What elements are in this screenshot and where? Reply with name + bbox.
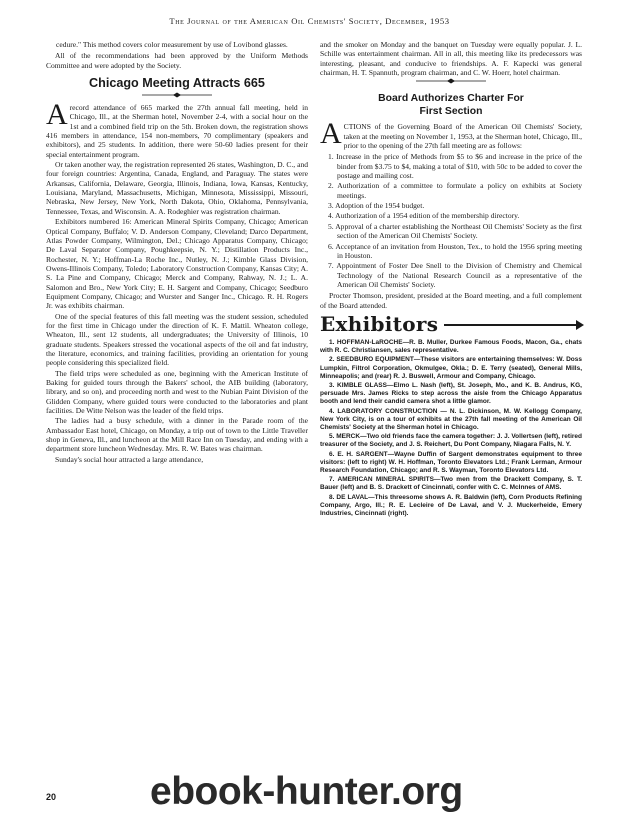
article-paragraph: Or taken another way, the registration represented 26 states, Washington, D. C., and four foreign countries: Argentina, Canada, England, and Paraguay. The states were Arkansas, California, Delaware, Georgia, Illinois, Indiana, Iowa, Kansas, Kentucky, Louisiana, Maryland, Massachusetts, Michigan, Minnesota, Mississippi, Missouri, Nebraska, New Jersey, New York, North Dakota, Ohio, Oklahoma, Pennsylvania, Tennessee, Texas, and Wisconsin. A. A. Rodeghier was registration chairman. [46, 160, 308, 216]
charter-intro: ACTIONS of the Governing Board of the American Oil Chemists' Society, taken at the meeting on November 1, 1953, at the Sherman hotel, Chicago, Ill., prior to the opening of the 27th fall meeting are as follows: [320, 117, 582, 151]
exhibitor-caption: 3. KIMBLE GLASS—Elmo L. Nash (left), St. Joseph, Mo., and K. B. Andrus, KG, persuade Mrs. James Ricks to step across the aisle from the Chicago Apparatus booth and lend their candid camera shot a little glamor. [320, 381, 582, 406]
article-paragraph: One of the special features of this fall meeting was the student session, scheduled for the first time in Chicago under the direction of K. F. Mattil. Wheaton college, Wheaton, Ill., sent 12 students, all undergraduates; the University of Illinois, 10 graduate students. Speakers stressed the vocational aspects of the oil and fat industry, the literature, economics, and training facilities, providing an orientation for young people considering this specialized field. [46, 311, 308, 368]
list-item: 5. Approval of a charter establishing the Northeast Oil Chemists' Society as the first section of the American Oil Chemists' Society. [328, 221, 582, 241]
exhibitor-caption: 5. MERCK—Two old friends face the camera together: J. J. Vollertsen (left), retired treasurer of the Society, and J. S. Reichert, Du Pont Company, Niagara Falls, N. Y. [320, 433, 582, 449]
watermark: ebook-hunter.org [150, 770, 463, 813]
list-item: 7. Appointment of Foster Dee Snell to the Division of Chemistry and Chemical Technology of the National Research Council as a representative of the American Oil Chemists' Society. [328, 261, 582, 289]
section-title-charter [320, 92, 582, 118]
drop-cap: A [320, 117, 342, 151]
left-column [46, 40, 308, 465]
list-item: 2. Authorization of a committee to formulate a policy on exhibits at Society meetings. [328, 181, 582, 200]
exhibitor-caption: 6. E. H. SARGENT—Wayne Duffin of Sargent demonstrates equipment to three visitors: (left to right) W. H. Hoffman, Toronto Elevators Ltd.; Frank Lerman, Armour Research Foundation, Chicago; and R. S. Wayman, Toronto Elevators Ltd. [320, 450, 582, 474]
list-item: 6. Acceptance of an invitation from Houston, Tex., to hold the 1956 spring meeting in Houston. [328, 241, 582, 260]
list-item: 1. Increase in the price of Methods from $5 to $6 and increase in the price of the binder from $3.75 to $4, making a total of $10, with 50c to be added to cover the postage and mailing cost. [328, 152, 582, 181]
ornament-divider-icon [140, 92, 214, 98]
article-paragraph: The field trips were scheduled as one, beginning with the American Institute of Baking for guided tours through the Bakers' school, the AIB building (laboratory, library, and so on), and proceeding north and west to the Nubian Paint Division of the Glidden Company, where guided tours were conducted to the laboratories and plant facilities. De Witte Nelson was the leader of the field trips. [46, 368, 308, 416]
page-number: 20 [46, 792, 57, 802]
exhibitor-caption: 2. SEEDBURO EQUIPMENT—These visitors are entertaining themselves: W. Doss Lumpkin, Filtrol Corporation, Okmulgee, Okla.; D. E. Terry (seated), General Mills, Minneapolis; and (rear) R. J. Buswell, Armour and Company, Chicago. [320, 356, 582, 380]
article-paragraph: Exhibitors numbered 16: American Mineral Spirits Company, Chicago; American Optical Company, Buffalo; V. D. Anderson Company, Cleveland; Darco Department, Atlas Powder Company, Wilmington, Del.; Chicago Apparatus Company, Chicago; De Laval Separator Company, Poughkeepsie, N. Y.; Distillation Products Inc., Rochester, N. Y.; Hoffman-La Roche Inc., Nutley, N. J.; Kimble Glass Division, Owens-Illinois Company, Toledo; Laboratory Construction Company, Kansas City; A. S. La Pine and Company, Chicago; Merck and Company, Rahway, N. J.; L. A. Salomon and Bro., New York City; E. H. Sargent and Company, Chicago; Seedburo Equipment Company, Chicago; and Wurster and Sanger Inc., Chicago. R. H. Rogers Jr. was exhibits chairman. [46, 217, 308, 311]
section-title-chicago-meeting: Chicago Meeting Attracts 665 [89, 76, 265, 91]
arrow-line-icon [444, 324, 582, 326]
article-paragraph: Arecord attendance of 665 marked the 27th annual fall meeting, held in Chicago, Ill., at the Sherman hotel, November 2-4, with a social hour on the 1st and a combined field trip on the 5th. Broken down, the registration shows 416 members in attendance, 154 non-members, 70 complimentary (speakers and exhibitors), and 25 students. In addition, there were 50-60 ladies present for their special entertainment program. [46, 98, 308, 159]
continuation-paragraph: and the smoker on Monday and the banquet on Tuesday were equally popular. J. L. Schille was entertainment chairman. All in all, this meeting like its predecessors was interesting, pleasant, and conducive to friendships. A. F. Kapecki was general chairman, H. T. Spannuth, program chairman, and C. W. Hoerr, hotel chairman. [320, 40, 582, 78]
list-item: 4. Authorization of a 1954 edition of the membership directory. [328, 211, 520, 221]
exhibitors-title: Exhibitors [320, 312, 439, 337]
drop-cap: A [46, 98, 68, 132]
exhibitor-caption: 8. DE LAVAL—This threesome shows A. R. Baldwin (left), Corn Products Refining Company, Argo, Ill.; R. E. Lecleire of De Laval, and V. J. Muckerheide, Emery Industries, Cincinnati (right). [320, 493, 582, 517]
article-paragraph: The ladies had a busy schedule, with a dinner in the Parade room of the Ambassador East hotel, Chicago, on Monday, a trip out of town to the Little Traveller shop in Geneva, Ill., and luncheon at the Mill Race Inn on Tuesday, and ending with a department store luncheon Wednesday. Mrs. R. W. Bates was chairman. [46, 416, 308, 454]
intro-paragraph: All of the recommendations had been approved by the Uniform Methods Committee and were adopted by the Society. [46, 51, 308, 70]
exhibitors-header [320, 314, 582, 336]
ornament-divider-icon [414, 78, 488, 84]
exhibitor-caption: 7. AMERICAN MINERAL SPIRITS—Two men from the Drackett Company, S. T. Bauer (left) and B. S. Drackett of Cincinnati, confer with C. C. McInnes of AMS. [320, 476, 582, 492]
running-head: The Journal of the American Oil Chemists' Society, December, 1953 [169, 16, 450, 26]
charter-title-line2: First Section [419, 106, 483, 118]
exhibitor-caption: 4. LABORATORY CONSTRUCTION — N. L. Dickinson, M. W. Kellogg Company, New York City, is on a tour of exhibits at the 27th fall meeting of the American Oil Chemists' Society at the Sherman hotel in Chicago. [320, 407, 582, 431]
list-item: 3. Adoption of the 1954 budget. [328, 201, 425, 211]
charter-list [320, 152, 582, 289]
right-column [320, 40, 582, 519]
intro-paragraph: cedure." This method covers color measurement by use of Lovibond glasses. [56, 40, 288, 49]
charter-title-line1: Board Authorizes Charter For [378, 93, 524, 105]
article-paragraph: Sunday's social hour attracted a large attendance, [55, 454, 204, 464]
exhibitor-caption: 1. HOFFMAN-LaROCHE—R. B. Muller, Durkee Famous Foods, Macon, Ga., chats with R. C. Christiansen, sales representative. [320, 338, 582, 355]
exhibitor-captions [320, 339, 582, 518]
charter-closing: Procter Thomson, president, presided at the Board meeting, and a full complement of the Board attended. [320, 291, 582, 310]
